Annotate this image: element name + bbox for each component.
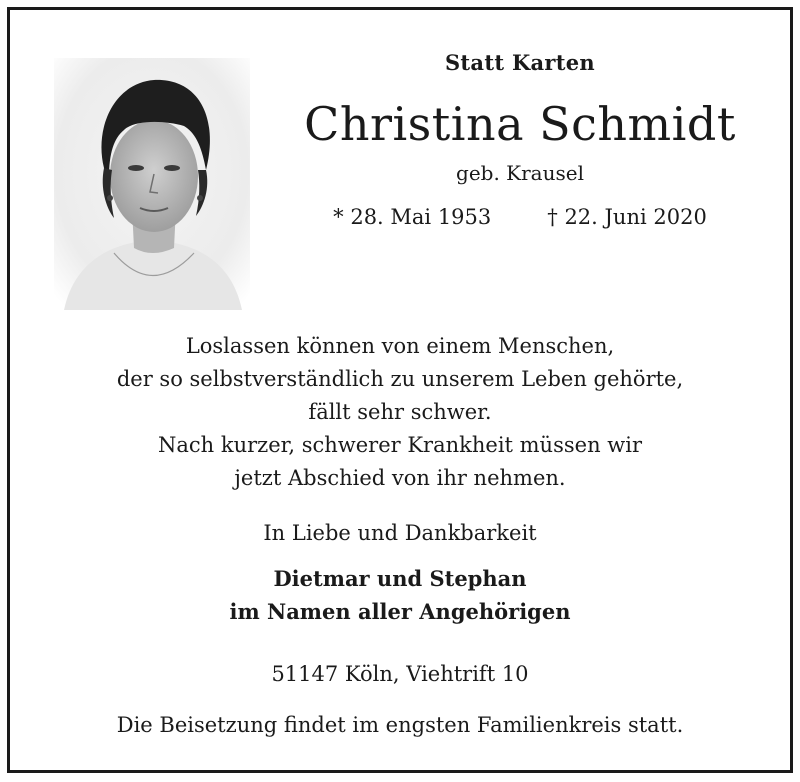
portrait-image bbox=[54, 58, 250, 310]
signers bbox=[10, 562, 790, 628]
verse-line: jetzt Abschied von ihr nehmen. bbox=[234, 466, 566, 490]
notice-header bbox=[250, 50, 790, 229]
burial-note: Die Beisetzung findet im engsten Familienkreis statt. bbox=[116, 713, 684, 737]
notice-heading: Statt Karten bbox=[444, 50, 596, 75]
portrait-photo bbox=[54, 58, 250, 310]
obituary-frame bbox=[7, 7, 793, 773]
death-date: † 22. Juni 2020 bbox=[547, 205, 707, 229]
birth-name: geb. Krausel bbox=[456, 161, 584, 185]
signer-line: im Namen aller Angehörigen bbox=[229, 599, 571, 624]
verse-line: Nach kurzer, schwerer Krankheit müssen wir bbox=[158, 433, 642, 457]
verse bbox=[10, 330, 790, 495]
life-dates bbox=[250, 205, 790, 229]
closing-phrase: In Liebe und Dankbarkeit bbox=[263, 521, 537, 545]
notice-body bbox=[10, 330, 790, 742]
verse-line: fällt sehr schwer. bbox=[308, 400, 492, 424]
address: 51147 Köln, Viehtrift 10 bbox=[271, 662, 529, 686]
deceased-name: Christina Schmidt bbox=[304, 97, 736, 151]
verse-line: Loslassen können von einem Menschen, bbox=[185, 334, 615, 358]
verse-line: der so selbstverständlich zu unserem Leben gehörte, bbox=[116, 367, 684, 391]
birth-date: * 28. Mai 1953 bbox=[333, 205, 492, 229]
signer-line: Dietmar und Stephan bbox=[273, 566, 527, 591]
